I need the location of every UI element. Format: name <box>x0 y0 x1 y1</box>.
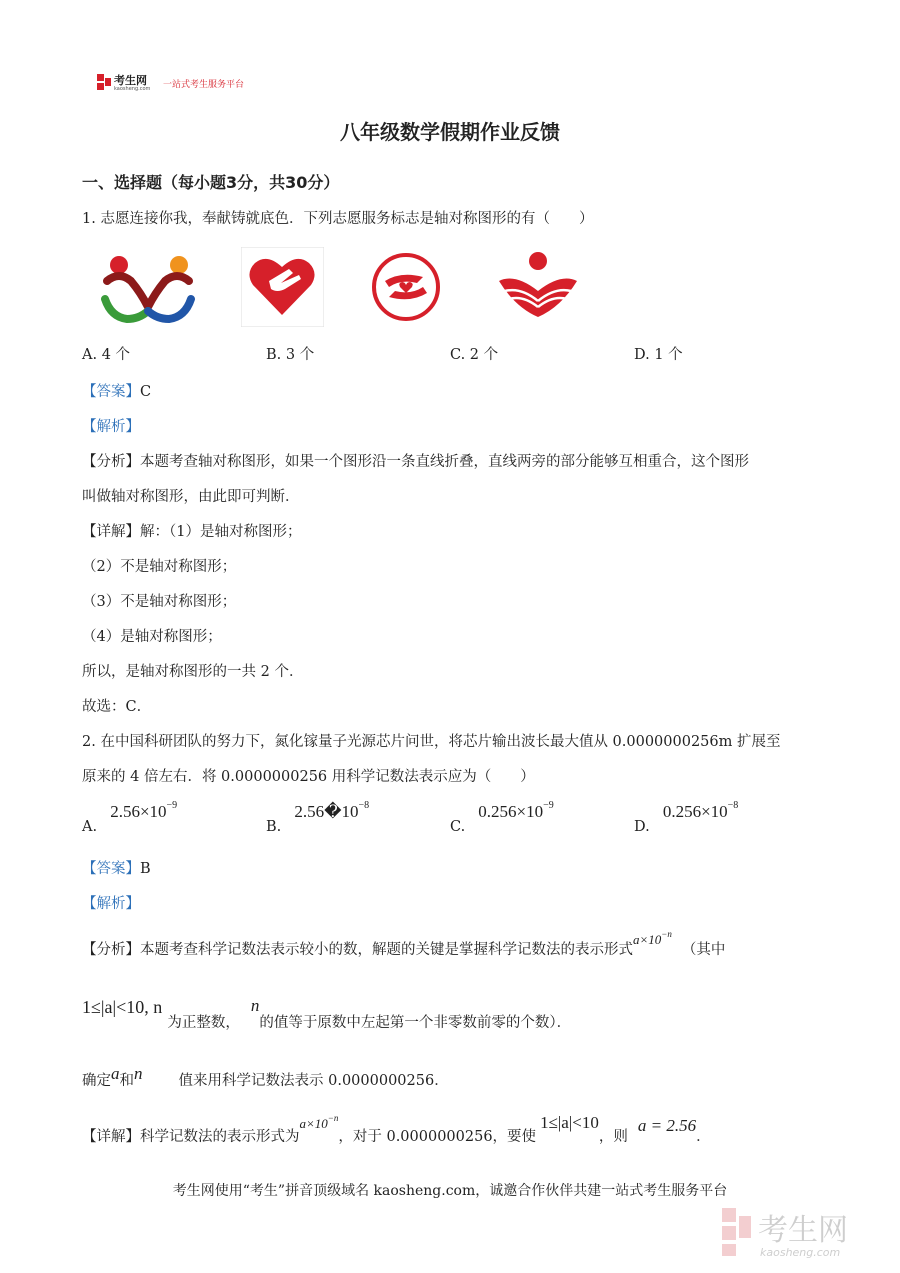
xiangjie-result: a = 2.56 <box>637 1116 697 1135</box>
option-exp: −9 <box>166 800 178 811</box>
xiangjie-text-2: ，对于 0.0000000256，要使 <box>338 1129 537 1145</box>
q2-option-d[interactable] <box>634 800 739 835</box>
determine-text: 确定 <box>82 1073 111 1089</box>
option-math: 0.256×10 <box>478 802 544 821</box>
fenxi-tag: 【分析】 <box>82 942 140 958</box>
q1-xiangjie-1 <box>82 522 301 542</box>
q1-answer <box>82 382 151 402</box>
xiangjie-cond: 1≤|a|<10 <box>540 1113 599 1132</box>
q1-line-3: （3）不是轴对称图形； <box>82 594 237 610</box>
determine-n: n <box>134 1064 143 1083</box>
fenxi-text-b: （其中 <box>681 942 726 958</box>
option-label: A. <box>82 819 98 835</box>
condition-n: n <box>250 996 260 1015</box>
q1-option-a[interactable]: A. 4 个 <box>82 347 131 363</box>
q1-line-4: （4）是轴对称图形； <box>82 629 222 645</box>
logo-1-hearts-icon <box>97 247 199 327</box>
kaosheng-logo-icon <box>97 73 257 91</box>
watermark-logo-icon <box>718 1202 878 1262</box>
xiangjie-exp: −n <box>327 1113 339 1123</box>
svg-text:一站式考生服务平台: 一站式考生服务平台 <box>163 80 245 90</box>
condition-text: 为正整数， <box>167 1015 240 1031</box>
q2-option-b[interactable] <box>266 800 370 835</box>
page-title: 八年级数学假期作业反馈 <box>340 120 560 144</box>
q2-condition-line <box>82 996 572 1031</box>
fenxi-tag: 【分析】 <box>82 454 140 470</box>
option-math: 2.56×10 <box>110 802 167 821</box>
answer-tag: 【答案】 <box>82 384 140 400</box>
svg-text:kaosheng.com: kaosheng.com <box>114 86 151 91</box>
option-label: D. <box>634 819 650 835</box>
xiangjie-text-3: ，则 <box>598 1129 628 1145</box>
fenxi-expr: a×10 <box>633 932 662 947</box>
svg-text:考生网: 考生网 <box>758 1213 848 1248</box>
q1-fenxi-1 <box>82 452 749 472</box>
q2-determine-line <box>82 1066 449 1087</box>
fenxi-text: 本题考查轴对称图形，如果一个图形沿一条直线折叠，直线两旁的部分能够互相重合，这个图形 <box>140 454 749 470</box>
answer-tag: 【答案】 <box>82 861 140 877</box>
answer-value: B <box>140 861 151 877</box>
q1-option-b[interactable]: B. 3 个 <box>266 347 315 363</box>
option-math: 2.56�10 <box>294 802 359 821</box>
q1-option-c[interactable]: C. 2 个 <box>450 347 499 363</box>
xiangjie-text: 解：（1）是轴对称图形； <box>140 524 302 540</box>
svg-text:考生网: 考生网 <box>114 74 147 87</box>
page-footer: 考生网使用“考生”拼音顶级域名 kaosheng.com，诚邀合作伙伴共建一站式考生服务平台 <box>172 1183 728 1199</box>
xiangjie-tag: 【详解】 <box>82 524 140 540</box>
logo-3-circle-hands-icon <box>371 247 441 327</box>
determine-text-2: 值来用科学记数法表示 0.0000000256． <box>178 1073 449 1089</box>
xiangjie-end: ． <box>696 1129 711 1145</box>
condition-expr: 1≤|a|<10, n <box>82 997 163 1017</box>
watermark <box>718 1202 878 1262</box>
option-label: C. <box>450 819 466 835</box>
q2-stem-2: 原来的 4 倍左右．将 0.0000000256 用科学记数法表示应为（ ） <box>82 769 535 785</box>
xiangjie-tag: 【详解】 <box>82 1129 140 1145</box>
q2-stem-1: 2. 在中国科研团队的努力下，氮化镓量子光源芯片问世，将芯片输出波长最大值从 0.0000000256m 扩展至 <box>82 734 781 750</box>
fenxi-text: 本题考查科学记数法表示较小的数，解题的关键是掌握科学记数法的表示形式 <box>140 942 633 958</box>
answer-value: C <box>140 384 152 400</box>
q2-answer <box>82 859 151 879</box>
option-exp: −8 <box>727 800 739 811</box>
q1-line-2: （2）不是轴对称图形； <box>82 559 237 575</box>
determine-a: a <box>111 1064 120 1083</box>
header-logo <box>97 73 257 91</box>
q1-stem: 1. 志愿连接你我，奉献铸就底色．下列志愿服务标志是轴对称图形的有（ ） <box>82 211 594 227</box>
q1-option-d[interactable]: D. 1 个 <box>634 347 683 363</box>
logo-4-book-heart-icon <box>495 247 581 327</box>
q2-option-a[interactable] <box>82 800 178 835</box>
condition-text-2: 的值等于原数中左起第一个非零数前零的个数）． <box>259 1015 572 1031</box>
q1-line-5: 所以，是轴对称图形的一共 2 个． <box>82 664 304 680</box>
option-label: B. <box>266 819 282 835</box>
determine-and: 和 <box>119 1073 134 1089</box>
q2-xiangjie-line <box>82 1113 711 1145</box>
svg-text:kaosheng.com: kaosheng.com <box>760 1246 841 1259</box>
section-heading: 一、选择题（每小题3分，共30分） <box>82 173 340 192</box>
xiangjie-text: 科学记数法的表示形式为 <box>140 1129 300 1145</box>
q1-line-6: 故选：C． <box>82 699 152 715</box>
xiangjie-expr: a×10 <box>299 1116 328 1131</box>
option-exp: −9 <box>543 800 554 811</box>
logo-2-heart-hand-icon <box>241 247 324 327</box>
q2-option-c[interactable] <box>450 800 554 835</box>
q1-fenxi-2: 叫做轴对称图形，由此即可判断． <box>82 489 300 505</box>
q2-analysis-tag: 【解析】 <box>82 896 140 912</box>
q1-analysis-tag: 【解析】 <box>82 419 140 435</box>
fenxi-exp: −n <box>661 929 672 939</box>
option-exp: −8 <box>358 800 370 811</box>
option-math: 0.256×10 <box>662 802 728 821</box>
